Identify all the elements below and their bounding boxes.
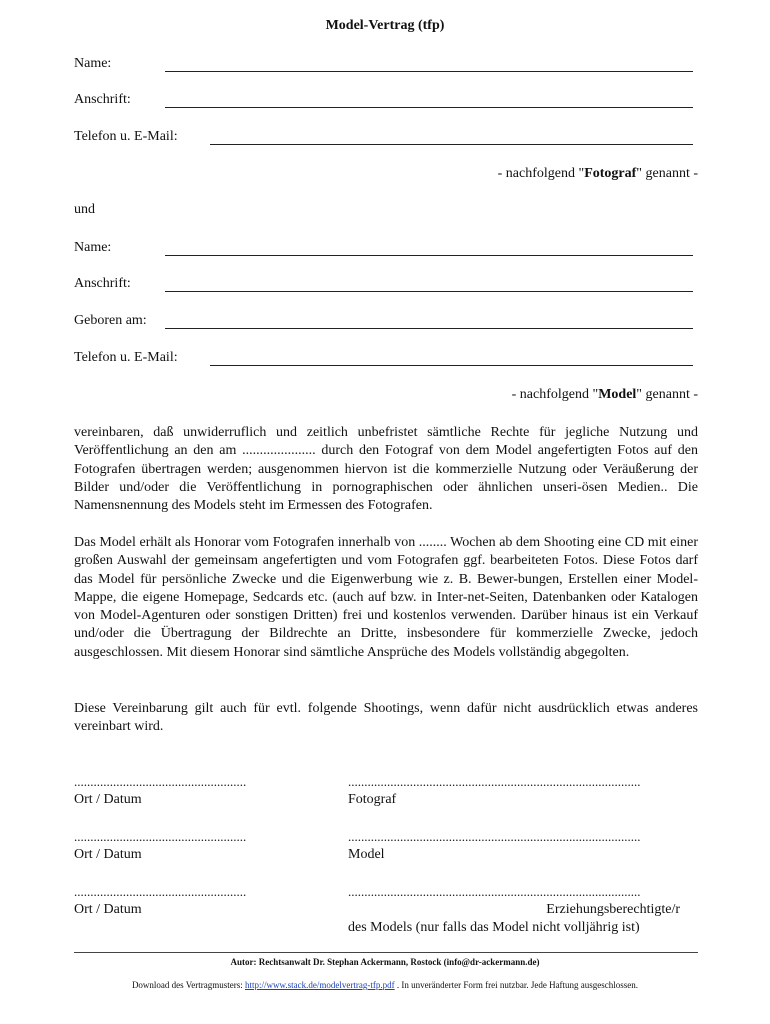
photographer-contact-field[interactable] [210,144,693,145]
model-contact-label: Telefon u. E-Mail: [74,350,178,365]
model-birth-label: Geboren am: [74,313,147,328]
signature-line-place-date-3[interactable]: ..................................................... [74,884,247,899]
model-contact-field[interactable] [210,365,693,366]
photographer-contact-label: Telefon u. E-Mail: [74,129,178,144]
place-date-label-2: Ort / Datum [74,847,142,862]
model-designation: - nachfolgend "Model" genannt - [511,387,698,402]
signature-line-photographer[interactable]: .......................................................................................... [348,774,641,789]
place-date-label-1: Ort / Datum [74,792,142,807]
photographer-designation: - nachfolgend "Fotograf" genannt - [497,166,698,181]
paragraph-honorar: Das Model erhält als Honorar vom Fotografen innerhalb von ........ Wochen ab dem Shooting eine CD mit einer großen Auswahl der gemeinsam angefertigten und vom Fotografen ggf. bearbeiteten Fotos. Diese Fotos darf das Model für persönliche Zwecke und die Eigenwerbung wie z. B. Bewer-bungen, Erstellen einer Model-Mappe, die eigene Homepage, Sedcards etc. (auch auf bzw. in Inter-net-Seiten, Datenbanken oder Katalogen von Model-Agenturen oder sonstigen Dritten) frei und kostenlos verwenden. Darüber hinaus ist ein Verkauf und/oder die Übertragung der Bildrechte an Dritte, insbesondere für kommerzielle Zwecke, jedoch ausgeschlossen. Mit diesem Honorar sind sämtliche Ansprüche des Models vollständig abgegolten. [74,535,698,660]
model-name-label: Name: [74,240,112,255]
photographer-address-label: Anschrift: [74,92,131,107]
document-title: Model-Vertrag (tfp) [325,18,445,33]
paragraph-shootings: Diese Vereinbarung gilt auch für evtl. folgende Shootings, wenn dafür nicht ausdrücklich etwas anderes vereinbart wird. [74,701,698,735]
footer-divider [74,952,698,953]
model-name-field[interactable] [165,255,693,256]
photographer-name-field[interactable] [165,71,693,72]
photographer-name-label: Name: [74,56,112,71]
footer-author: Autor: Rechtsanwalt Dr. Stephan Ackermann, Rostock (info@dr-ackermann.de) [230,957,540,967]
connector-und: und [74,202,95,217]
paragraph-rights: vereinbaren, daß unwiderruflich und zeitlich unbefristet sämtliche Rechte für jegliche Nutzung und Veröffentlichung an den am ..................... durch den Fotograf von dem Model angefertigten Fotos auf den Fotografen übertragen werden; ausgenommen hiervon ist die kommerzielle Nutzung oder Veräußerung der Bilder und/oder die Veröffentlichung in pornographischen oder ähnlichen unseri-ösen Medien.. Die Namensnennung des Models steht im Ermessen des Fotografen. [74,425,698,514]
signature-line-guardian[interactable]: .......................................................................................... [348,884,641,899]
signature-line-model[interactable]: .......................................................................................... [348,829,641,844]
place-date-label-3: Ort / Datum [74,902,142,917]
model-address-field[interactable] [165,291,693,292]
model-address-label: Anschrift: [74,276,131,291]
photographer-address-field[interactable] [165,107,693,108]
signature-line-place-date-1[interactable]: ..................................................... [74,774,247,789]
guardian-label-line1: Erziehungsberechtigte/r [546,902,680,917]
footer-download: Download des Vertragmusters: http://www.stack.de/modelvertrag-tfp.pdf . In unveränderter Form frei nutzbar. Jede Haftung ausgeschlossen. [131,980,639,990]
download-link[interactable]: http://www.stack.de/modelvertrag-tfp.pdf [245,980,395,990]
photographer-signature-label: Fotograf [348,792,397,807]
model-signature-label: Model [348,847,385,862]
model-birth-field[interactable] [165,328,693,329]
guardian-label-line2: des Models (nur falls das Model nicht volljährig ist) [348,920,640,935]
signature-line-place-date-2[interactable]: ..................................................... [74,829,247,844]
